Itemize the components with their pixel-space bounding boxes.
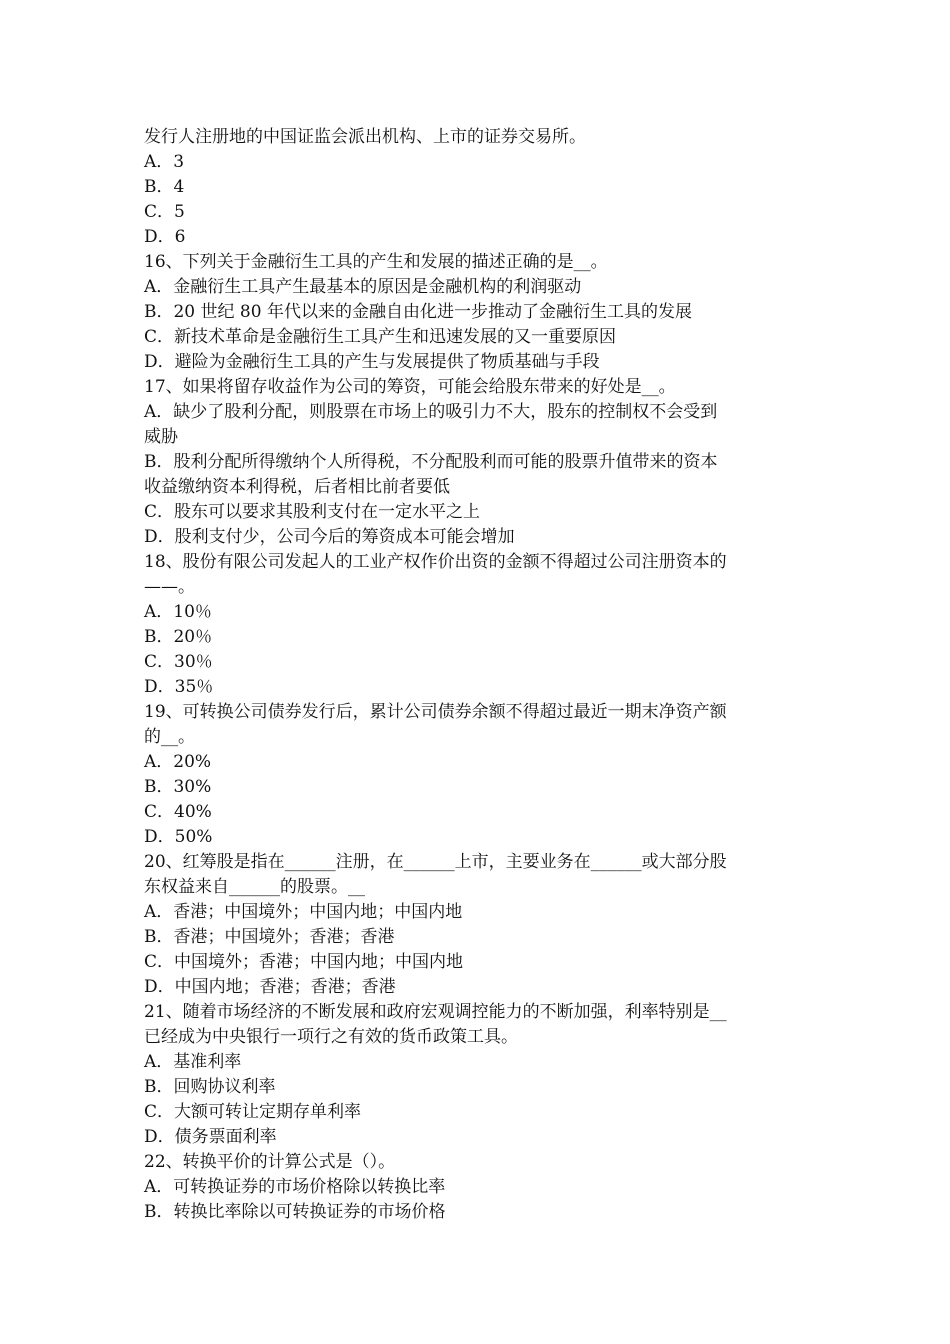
option-line: C．30％ — [144, 652, 213, 672]
option-line: B．20 世纪 80 年代以来的金融自由化进一步推动了金融衍生工具的发展 — [144, 302, 692, 322]
option-line: B．30% — [144, 777, 212, 797]
option-line: A．基准利率 — [144, 1052, 242, 1072]
question-17-stem: 17、如果将留存收益作为公司的筹资，可能会给股东带来的好处是__。 — [144, 377, 676, 397]
option-line: D．50% — [144, 827, 213, 847]
option-line: C．大额可转让定期存单利率 — [144, 1102, 362, 1122]
question-22-stem: 22、转换平价的计算公式是（）。 — [144, 1152, 396, 1172]
option-line: D．中国内地；香港；香港；香港 — [144, 977, 396, 997]
option-line: A．3 — [144, 152, 185, 172]
option-line: D．债务票面利率 — [144, 1127, 277, 1147]
question-18-stem-wrap: ——。 — [144, 577, 195, 597]
document-body — [144, 125, 812, 1225]
option-line: B．股利分配所得缴纳个人所得税，不分配股利而可能的股票升值带来的资本 — [144, 452, 718, 472]
option-line: B．香港；中国境外；香港；香港 — [144, 927, 395, 947]
option-line: A．香港；中国境外；中国内地；中国内地 — [144, 902, 463, 922]
option-line: C．股东可以要求其股利支付在一定水平之上 — [144, 502, 481, 522]
option-line: C．40% — [144, 802, 212, 822]
option-line: A．20% — [144, 752, 212, 772]
question-21-stem: 21、随着市场经济的不断发展和政府宏观调控能力的不断加强，利率特别是__ — [144, 1002, 727, 1022]
option-line: A．10％ — [144, 602, 212, 622]
option-line: B．4 — [144, 177, 185, 197]
option-line: D．股利支付少，公司今后的筹资成本可能会增加 — [144, 527, 515, 547]
option-line: D．避险为金融衍生工具的产生与发展提供了物质基础与手段 — [144, 352, 600, 372]
option-line: B．转换比率除以可转换证券的市场价格 — [144, 1202, 446, 1222]
question-16-stem: 16、下列关于金融衍生工具的产生和发展的描述正确的是__。 — [144, 252, 608, 272]
question-19-stem-wrap: 的__。 — [144, 727, 195, 747]
option-line: A．金融衍生工具产生最基本的原因是金融机构的利润驱动 — [144, 277, 582, 297]
option-line-wrap: 威胁 — [144, 427, 178, 447]
question-20-stem: 20、红筹股是指在______注册，在______上市，主要业务在______或大部分股 — [144, 852, 727, 872]
option-line: B．20％ — [144, 627, 213, 647]
question-20-stem-wrap: 东权益来自______的股票。__ — [144, 877, 365, 897]
option-line: C．新技术革命是金融衍生工具产生和迅速发展的又一重要原因 — [144, 327, 617, 347]
option-line: D．6 — [144, 227, 186, 247]
question-19-stem: 19、可转换公司债券发行后，累计公司债券余额不得超过最近一期末净资产额 — [144, 702, 727, 722]
option-line: A．缺少了股利分配，则股票在市场上的吸引力不大，股东的控制权不会受到 — [144, 402, 718, 422]
option-line-wrap: 收益缴纳资本利得税，后者相比前者要低 — [144, 477, 450, 497]
option-line: A．可转换证券的市场价格除以转换比率 — [144, 1177, 446, 1197]
option-line: C．中国境外；香港；中国内地；中国内地 — [144, 952, 464, 972]
question-18-stem: 18、股份有限公司发起人的工业产权作价出资的金额不得超过公司注册资本的 — [144, 552, 727, 572]
option-line: D．35％ — [144, 677, 214, 697]
question-21-stem-wrap: 已经成为中央银行一项行之有效的货币政策工具。 — [144, 1027, 518, 1047]
option-line: B．回购协议利率 — [144, 1077, 276, 1097]
question-continuation-line: 发行人注册地的中国证监会派出机构、上市的证券交易所。 — [144, 127, 586, 147]
option-line: C．5 — [144, 202, 185, 222]
